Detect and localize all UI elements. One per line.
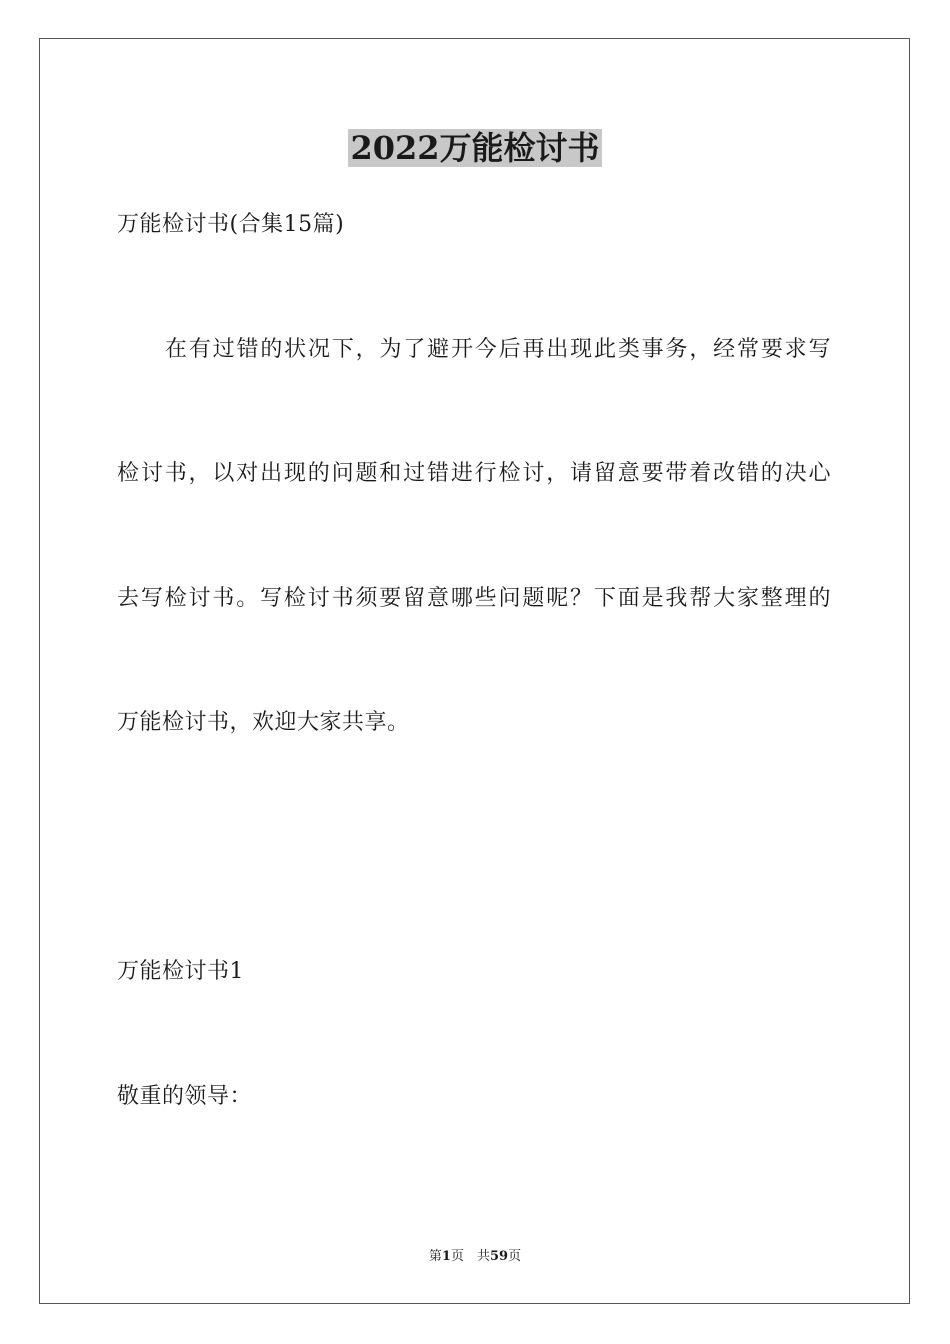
footer-page-mid: 页 共: [450, 1249, 490, 1264]
footer-total-pages: 59: [489, 1249, 509, 1264]
page-footer: [0, 1247, 950, 1267]
footer-page-prefix: 第: [428, 1249, 442, 1264]
intro-line-1: 在有过错的状况下，为了避开今后再出现此类事务，经常要求写: [165, 337, 831, 362]
intro-line-2: 检讨书，以对出现的问题和过错进行检讨，请留意要带着改错的决心: [117, 461, 831, 486]
document-title: [0, 124, 950, 172]
intro-line-4: 万能检讨书，欢迎大家共享。: [117, 710, 410, 735]
document-subtitle: 万能检讨书(合集15篇): [117, 212, 345, 237]
footer-page-suffix: 页: [508, 1249, 522, 1264]
footer-current-page: 1: [441, 1249, 451, 1264]
intro-line-3: 去写检讨书。写检讨书须要留意哪些问题呢？下面是我帮大家整理的: [117, 586, 831, 611]
section-heading: 万能检讨书1: [117, 959, 244, 984]
salutation: 敬重的领导：: [117, 1084, 253, 1109]
document-title-text: 2022万能检讨书: [350, 129, 600, 167]
